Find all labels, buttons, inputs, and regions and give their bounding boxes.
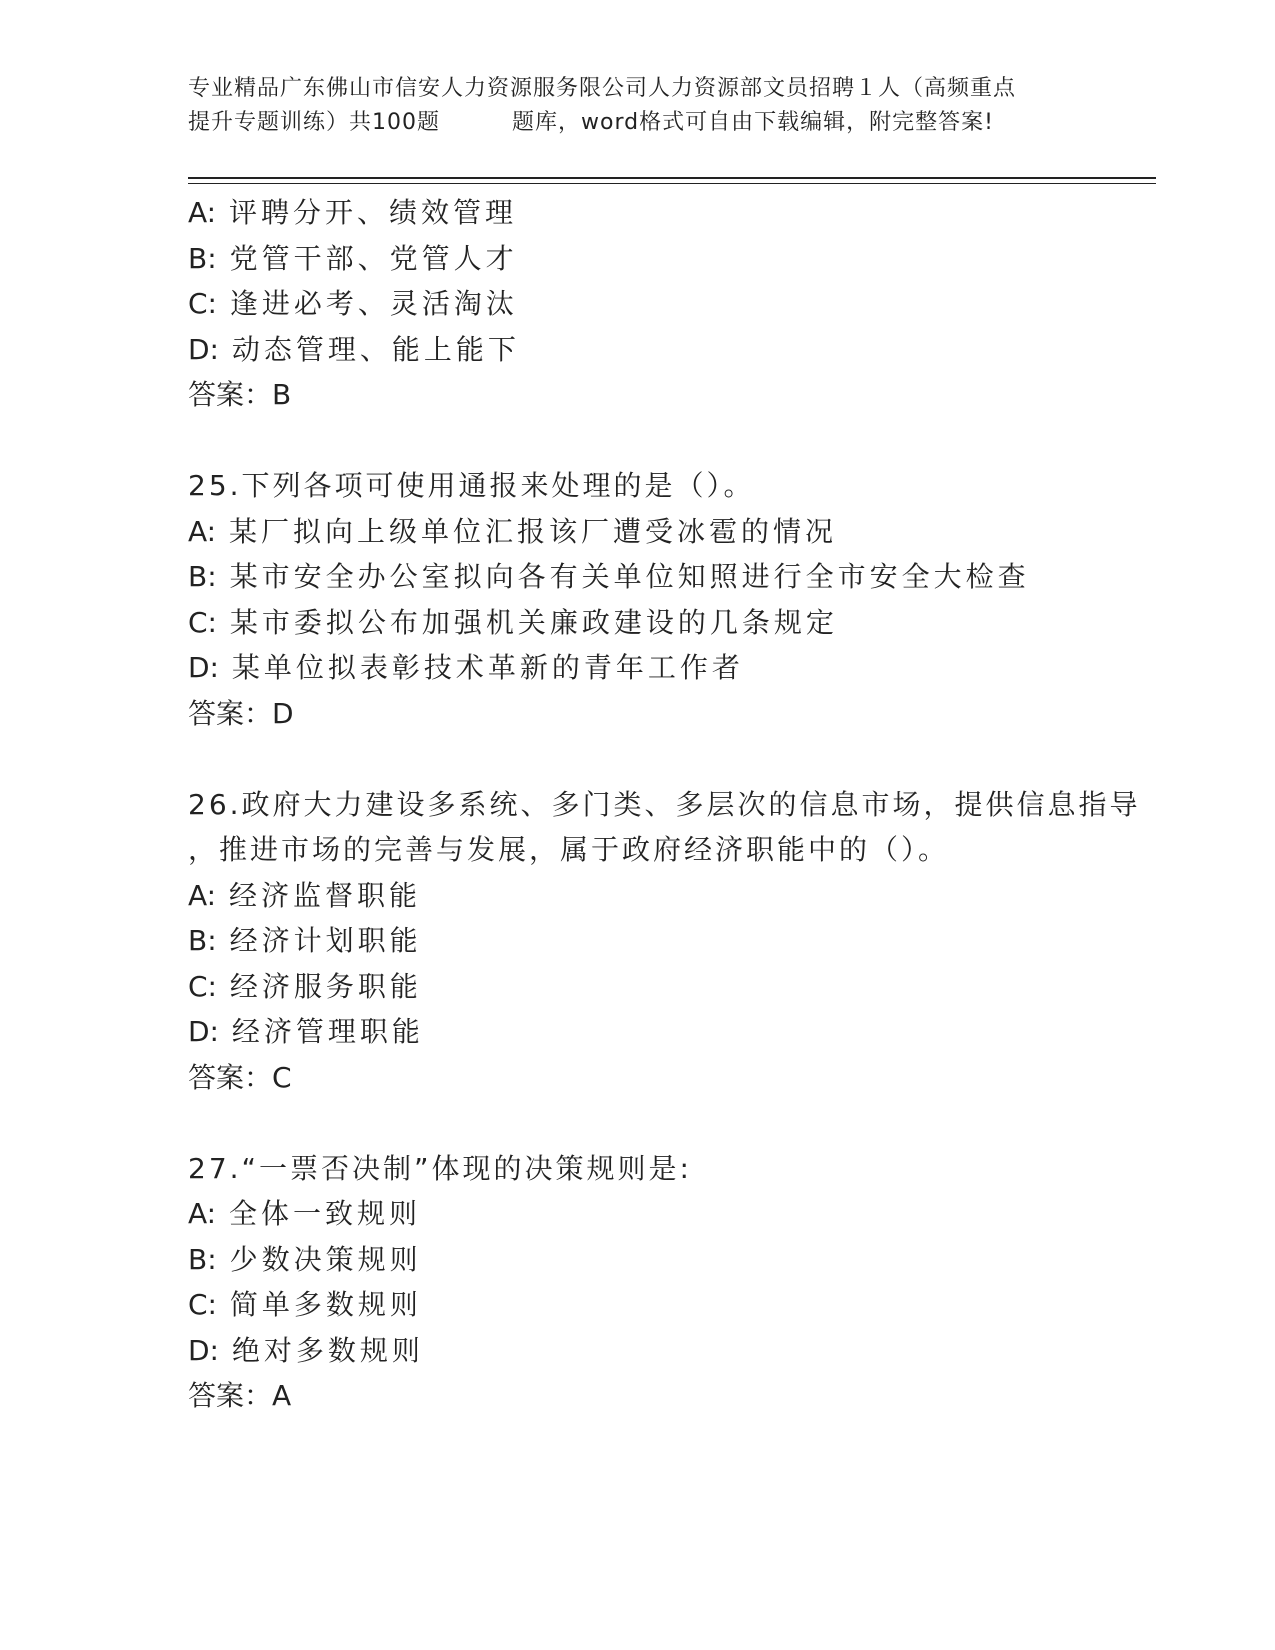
header-line-2-part-b: 题库，word格式可自由下载编辑，附完整答案! bbox=[512, 110, 994, 135]
option-a bbox=[188, 873, 1138, 919]
option-d bbox=[188, 1328, 1138, 1374]
option-text: 经济计划职能 bbox=[229, 924, 422, 957]
option-c bbox=[188, 1282, 1138, 1328]
option-label: D: bbox=[188, 1333, 219, 1367]
option-text: 经济监督职能 bbox=[229, 878, 422, 912]
option-label: B: bbox=[188, 924, 217, 957]
option-label: C: bbox=[188, 287, 217, 320]
option-text: 经济管理职能 bbox=[231, 1015, 424, 1048]
header-rule-thin bbox=[188, 183, 1156, 184]
option-d bbox=[188, 1009, 1138, 1055]
option-label: D: bbox=[188, 651, 219, 684]
option-b bbox=[188, 1237, 1138, 1283]
option-text: 逢进必考、灵活淘汰 bbox=[229, 287, 518, 320]
answer: 答案：C bbox=[188, 1060, 292, 1094]
option-label: D: bbox=[188, 332, 219, 366]
option-label: A: bbox=[188, 1197, 217, 1230]
page-header bbox=[188, 72, 1088, 140]
option-label: C: bbox=[188, 969, 217, 1003]
question-stem-line-1: 26.政府大力建设多系统、多门类、多层次的信息市场，提供信息指导 bbox=[188, 787, 1141, 821]
question-stem: 27.“一票否决制”体现的决策规则是: bbox=[188, 1151, 692, 1185]
option-label: D: bbox=[188, 1015, 219, 1048]
option-text: 某单位拟表彰技术革新的青年工作者 bbox=[231, 651, 744, 684]
option-text: 某厂拟向上级单位汇报该厂遭受冰雹的情况 bbox=[229, 514, 838, 548]
question-27 bbox=[188, 1146, 1138, 1419]
question-stem: 25.下列各项可使用通报来处理的是（）。 bbox=[188, 469, 755, 502]
option-text: 评聘分开、绩效管理 bbox=[229, 196, 518, 229]
option-text: 绝对多数规则 bbox=[231, 1333, 424, 1367]
option-a bbox=[188, 1191, 1138, 1237]
answer: 答案：A bbox=[188, 1379, 292, 1412]
option-b bbox=[188, 554, 1138, 600]
option-label: C: bbox=[188, 1288, 217, 1321]
option-label: B: bbox=[188, 241, 217, 275]
header-line-2-part-a: 提升专题训练）共100题 bbox=[188, 110, 440, 135]
option-text: 某市安全办公室拟向各有关单位知照进行全市安全大检查 bbox=[229, 560, 1030, 593]
option-label: C: bbox=[188, 605, 217, 639]
answer: 答案：D bbox=[188, 696, 294, 730]
option-text: 党管干部、党管人才 bbox=[229, 241, 518, 275]
option-text: 动态管理、能上能下 bbox=[231, 332, 520, 366]
option-d bbox=[188, 645, 1138, 691]
option-label: A: bbox=[188, 878, 217, 912]
answer: 答案：B bbox=[188, 378, 292, 411]
option-c bbox=[188, 281, 1138, 327]
option-text: 经济服务职能 bbox=[229, 969, 422, 1003]
question-25 bbox=[188, 463, 1138, 736]
question-stem-line-2: ，推进市场的完善与发展，属于政府经济职能中的（）。 bbox=[188, 833, 950, 866]
option-label: B: bbox=[188, 1242, 217, 1276]
header-line-2 bbox=[188, 106, 1088, 140]
header-line-1: 专业精品广东佛山市信安人力资源服务限公司人力资源部文员招聘１人（高频重点 bbox=[188, 76, 1017, 101]
option-b bbox=[188, 918, 1138, 964]
option-label: B: bbox=[188, 560, 217, 593]
option-label: A: bbox=[188, 514, 217, 548]
option-a bbox=[188, 509, 1138, 555]
option-text: 少数决策规则 bbox=[229, 1242, 422, 1276]
option-text: 全体一致规则 bbox=[229, 1197, 422, 1230]
question-26 bbox=[188, 782, 1141, 1101]
option-c bbox=[188, 600, 1138, 646]
question-list bbox=[188, 190, 1141, 1419]
option-label: A: bbox=[188, 196, 217, 229]
option-text: 某市委拟公布加强机关廉政建设的几条规定 bbox=[229, 605, 838, 639]
question-24 bbox=[188, 190, 1138, 418]
option-d bbox=[188, 327, 1138, 373]
option-c bbox=[188, 964, 1138, 1010]
option-a bbox=[188, 190, 1138, 236]
option-b bbox=[188, 236, 1138, 282]
option-text: 简单多数规则 bbox=[229, 1288, 422, 1321]
header-rule-thick bbox=[188, 177, 1156, 179]
